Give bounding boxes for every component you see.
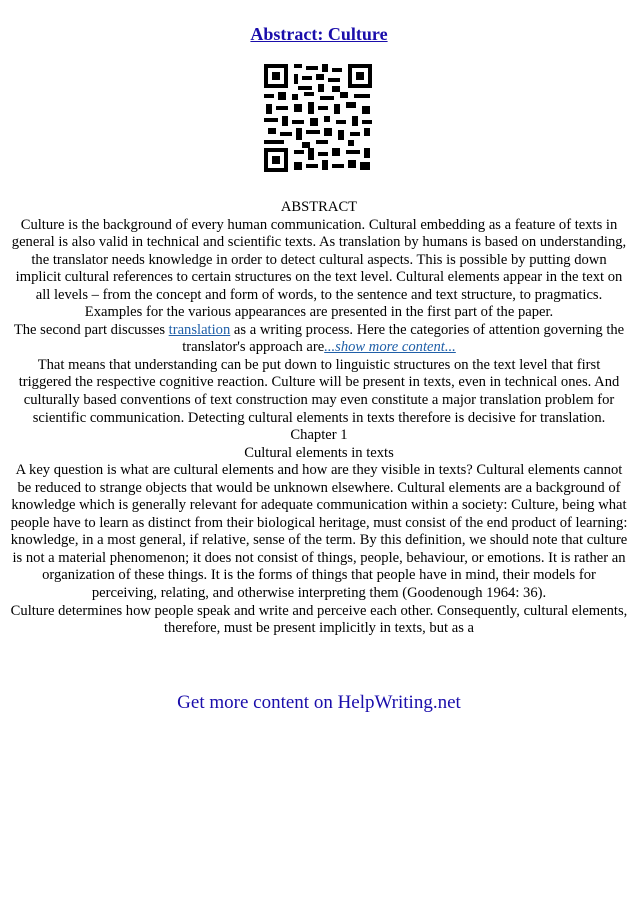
title-link[interactable]: Abstract: Culture — [250, 24, 388, 44]
chapter-paragraph-2: Culture determines how people speak and write and perceive each other. Consequently, cultural elements, therefore, must be present implicitly in texts, but as a — [10, 602, 628, 637]
paragraph-2-text-before: The second part discusses — [13, 321, 169, 338]
chapter-label: Chapter 1 — [290, 427, 348, 444]
abstract-paragraph-1: Culture is the background of every human communication. Cultural embedding as a feature of texts in general is also valid in technical and scientific texts. As translation by humans is based on understanding, the translator needs knowledge in order to detect cultural aspects. This is possible by putting down implicit cultural references to certain structures on the text level. Cultural elements appear in the text on all levels – from the concept and form of words, to the sentence and text structure, to pragmatics. Examples for the various appearances are presented in the first part of the paper. — [11, 216, 627, 321]
more-content-link[interactable]: Get more content on HelpWriting.net — [177, 692, 461, 713]
chapter-paragraph-1: A key question is what are cultural elements and how are they visible in texts? Cultural elements cannot be reduced to strange objects that would be unknown elsewhere. Cultural elements are a background of knowledge which is generally relevant for adequate communication within a society: Culture, being what people have to learn as distinct from their biological heritage, must consist of the end product of learning: knowledge, in a most general, if relative, sense of the term. By this definition, we should note that culture is not a material phenomenon; it does not consist of things, people, behaviour, or emotions. It is rather an organization of these things. It is the forms of things that people have in mind, their models for perceiving, relating, and otherwise interpreting them (Goodenough 1964: 36). — [10, 462, 628, 602]
chapter-title: Cultural elements in texts — [244, 444, 394, 461]
document-body — [10, 199, 628, 638]
footer — [0, 692, 638, 714]
abstract-paragraph-2 — [10, 322, 628, 357]
page-title — [0, 24, 638, 45]
qr-code-icon — [262, 62, 374, 174]
show-more-link[interactable]: ...show more content... — [324, 339, 456, 356]
paragraph-2-text-after: as a writing process. Here the categories of attention governing the translator's approach are — [182, 321, 625, 356]
abstract-heading: ABSTRACT — [280, 199, 358, 215]
translation-link[interactable]: translation — [168, 321, 231, 338]
abstract-paragraph-3: That means that understanding can be put down to linguistic structures on the text level that first triggered the respective cognitive reaction. Culture will be present in texts, even in technical ones. And culturally based conventions of text construction may even constitute a major translation problem for scientific communication. Detecting cultural elements in texts therefore is decisive for translation. — [18, 356, 620, 426]
